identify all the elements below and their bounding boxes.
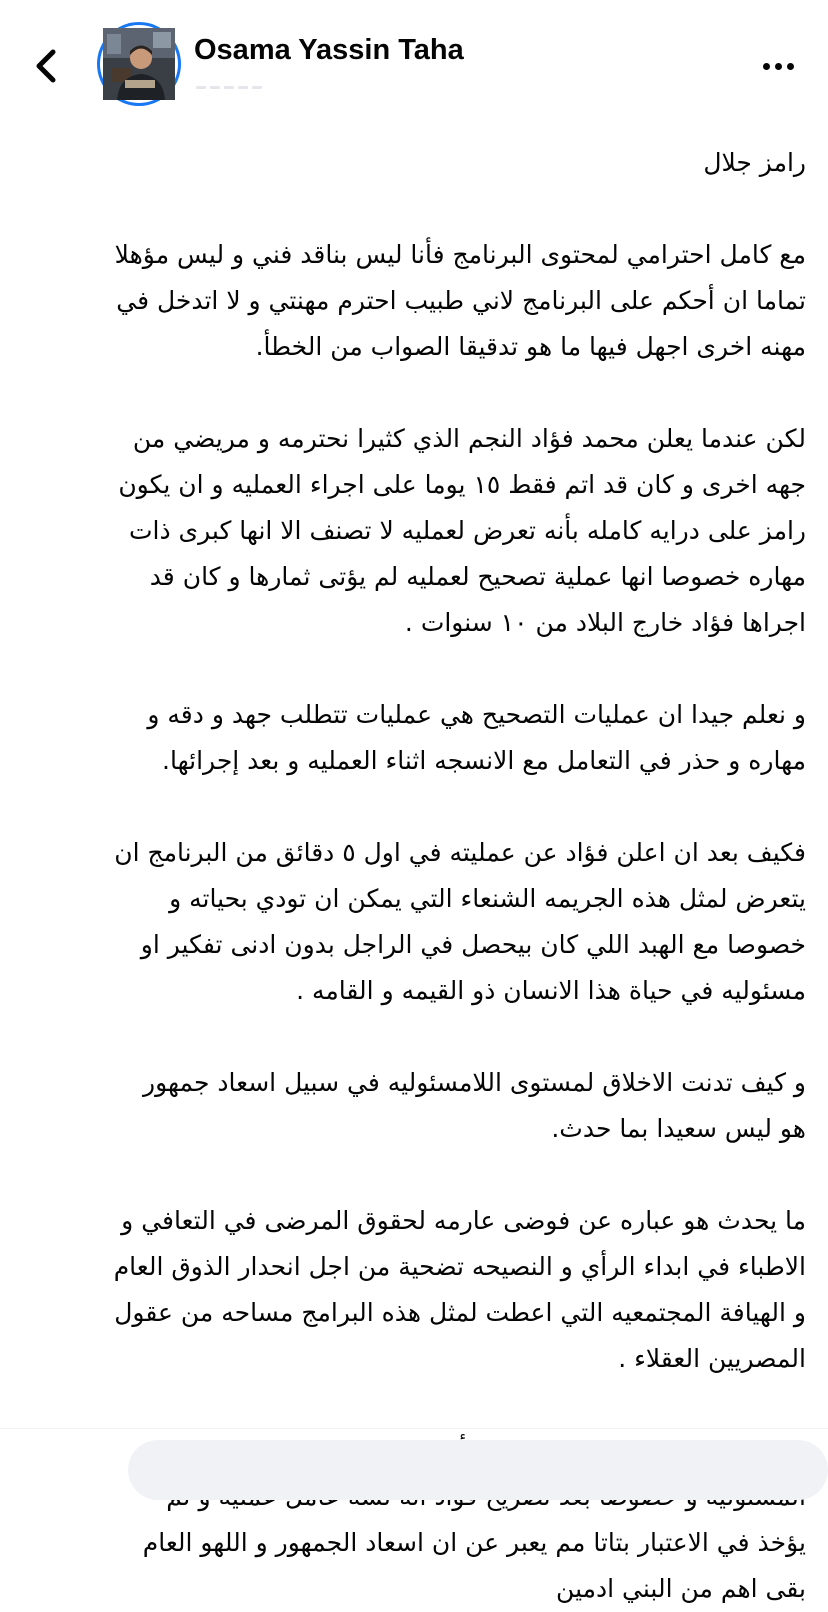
- author-name[interactable]: Osama Yassin Taha: [194, 34, 464, 66]
- more-options-button[interactable]: [752, 46, 804, 86]
- post-paragraph: فكيف بعد ان اعلن فؤاد عن عمليته في اول ٥ دقائق من البرنامج ان يتعرض لمثل هذه الجريمه الشنعاء التي يمكن ان تودي بحياته و خصوصا مع الهبد اللي كان بيحصل في الراجل بدون ادنى تفكير او مسئوليه في حياة هذا الانسان ذو القيمه و القامه .: [114, 838, 806, 1005]
- profile-photo: [103, 28, 175, 100]
- comment-input[interactable]: [128, 1440, 828, 1500]
- post-text: [28, 140, 806, 1612]
- post-paragraph: يؤخذ في الاعتبار بتاتا مم يعبر عن ان اسعاد الجمهور و اللهو العام بقى اهم من البني ادمين: [142, 1528, 806, 1603]
- back-button[interactable]: [24, 44, 68, 88]
- post-paragraph: مع كامل احترامي لمحتوى البرنامج فأنا ليس بناقد فني و ليس مؤهلا تماما ان أحكم على البرنامج لاني طبيب احترم مهنتي و لا اتدخل في مهنه اخرى اجهل فيها ما هو تدقيقا الصواب من الخطأ.: [114, 240, 806, 361]
- post-header: [0, 0, 828, 120]
- post-paragraph: و كيف تدنت الاخلاق لمستوى اللامسئوليه في سبيل اسعاد جمهور هو ليس سعيدا بما حدث.: [143, 1068, 806, 1143]
- post-meta-placeholder: [196, 86, 286, 94]
- more-horizontal-icon: [763, 63, 770, 70]
- post-paragraph: ما يحدث هو عباره عن فوضى عارمه لحقوق المرضى في التعافي و الاطباء في ابداء الرأي و النصيحه تضحية من اجل انحدار الذوق العام و الهيافة المجتمعيه التي اعطت لمثل هذه البرامج مساحه من عقول المصريين العقلاء .: [113, 1206, 806, 1373]
- post-paragraph: لكن عندما يعلن محمد فؤاد النجم الذي كثيرا نحترمه و مريضي من جهه اخرى و كان قد اتم فقط ١٥ يوما على اجراء العمليه و ان يكون رامز على درايه كامله بأنه تعرض لعمليه لا تصنف الا انها كبرى ذات مهاره خصوصا انها عملية تصحيح لعمليه لم يؤتى ثمارها و كان قد اجراها فؤاد خارج البلاد من ١٠ سنوات .: [118, 424, 806, 637]
- post-paragraph: رامز جلال: [703, 148, 806, 177]
- chevron-left-icon: [33, 49, 59, 83]
- post-paragraph: و نعلم جيدا ان عمليات التصحيح هي عمليات تتطلب جهد و دقه و مهاره و حذر في التعامل مع الانسجه اثناء العمليه و بعد إجرائها.: [147, 700, 806, 775]
- avatar[interactable]: [97, 22, 181, 106]
- divider: [0, 1428, 828, 1429]
